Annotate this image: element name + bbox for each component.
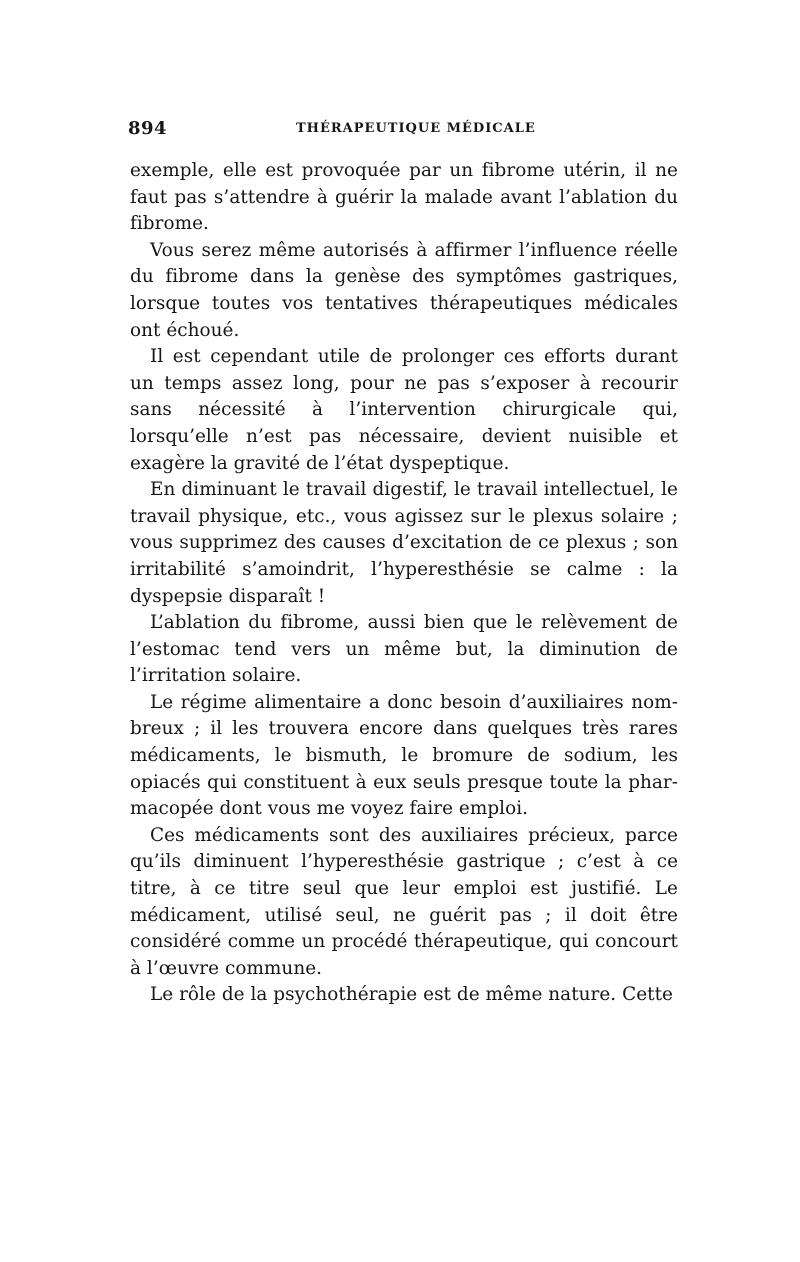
- paragraph: En diminuant le travail digestif, le travail intellectuel, le travail physique, etc., vous agissez sur le plexus solaire ; vous supprimez des causes d’excitation de ce plexus ; son irritabilité s’amoindrit, l’hyperesthésie se calme : la dyspepsie disparaît !: [130, 479, 678, 607]
- page-header: [128, 118, 680, 142]
- page-number: 894: [128, 118, 168, 139]
- paragraph: Ces médicaments sont des auxiliaires précieux, parce qu’ils diminuent l’hyperesthésie gastrique ; c’est à ce titre, à ce titre seul que leur emploi est justifié. Le médicament, utilisé seul, ne guérit pas ; il doit être considéré comme un procédé thérapeutique, qui concourt à l’œuvre commune.: [130, 824, 678, 979]
- paragraph: exemple, elle est provoquée par un fibrome utérin, il ne faut pas s’attendre à guérir la malade avant l’ablation du fibrome.: [130, 160, 678, 235]
- running-head: THÉRAPEUTIQUE MÉDICALE: [296, 121, 536, 136]
- paragraph: Il est cependant utile de prolonger ces efforts durant un temps assez long, pour ne pas s’exposer à recourir sans nécessité à l’intervention chirurgicale qui, lorsqu’elle n’est pas nécessaire, devient nuisible et exagère la gravité de l’état dyspeptique.: [130, 346, 678, 474]
- body-text: [130, 158, 678, 1009]
- paragraph: L’ablation du fibrome, aussi bien que le relèvement de l’estomac tend vers un même but, la diminution de l’irritation solaire.: [130, 612, 678, 687]
- paragraph: Vous serez même autorisés à affirmer l’influence réelle du fibrome dans la genèse des symptômes gastriques, lorsque toutes vos tentatives thérapeutiques médicales ont échoué.: [130, 239, 678, 341]
- paragraph: Le régime alimentaire a donc besoin d’auxiliaires nombreux ; il les trouvera encore dans quelques très rares médicaments, le bismuth, le bromure de sodium, les opiacés qui constituent à eux seuls presque toute la pharmacopée dont vous me voyez faire emploi.: [130, 691, 678, 820]
- paragraph: Le rôle de la psychothérapie est de même nature. Cette: [150, 984, 673, 1006]
